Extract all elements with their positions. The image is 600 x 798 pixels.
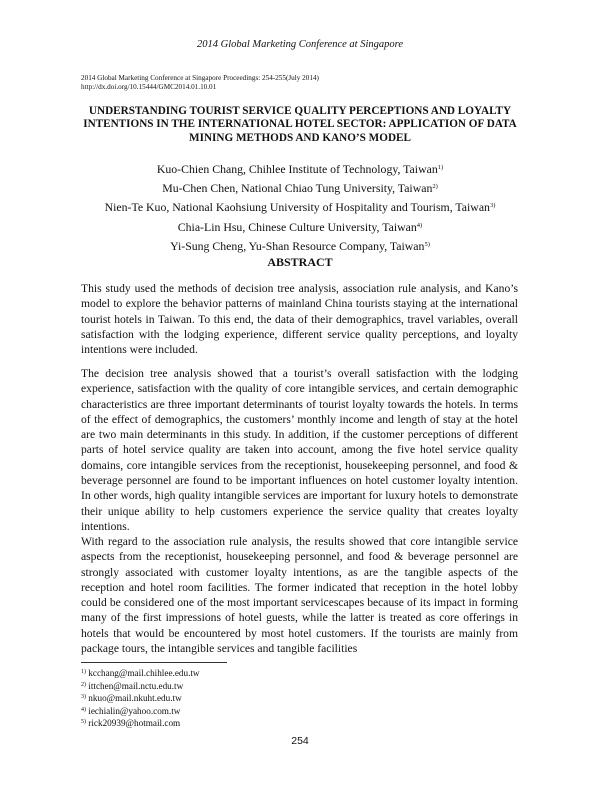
footnote-list — [81, 667, 200, 730]
footnote-mark: 1) — [81, 669, 86, 675]
author-line — [60, 218, 540, 237]
author-footnote-mark: 3) — [489, 202, 496, 210]
author-footnote-mark: 4) — [416, 221, 423, 229]
footnote-email[interactable]: ittchen@mail.nctu.edu.tw — [88, 680, 184, 691]
footnote — [81, 717, 200, 730]
author-line — [60, 237, 540, 256]
author-footnote-mark: 2) — [432, 183, 438, 191]
abstract-heading: ABSTRACT — [267, 255, 333, 269]
footnote — [81, 705, 200, 718]
paper-title: UNDERSTANDING TOURIST SERVICE QUALITY PERCEPTIONS AND LOYALTY INTENTIONS IN THE INTERNATIONAL HOTEL SECTOR: APPLICATION OF DATA MINING METHODS AND KANO’S MODEL — [83, 105, 517, 144]
author-line — [60, 179, 540, 198]
footnote-mark: 2) — [81, 681, 86, 688]
footnote-email[interactable]: nkuo@mail.nkuht.edu.tw — [88, 693, 182, 704]
abstract-paragraph: The decision tree analysis showed that a tourist’s overall satisfaction with the lodging experience, satisfaction with the quality of core intangible services, and certain demographic characteristics are three important determinants of tourist loyalty towards the hotels. In terms of the effect of demographics, the customers’ monthly income and length of stay at the hotel are two main determinants in this study. In addition, if the customer perceptions of different parts of hotel service quality are taken into account, among the five hotel service quality domains, core intangible services from the receptionist, housekeeping personnel, and food & beverage personnel are found to be important influences on hotel customer loyalty intention. In other words, high quality intangible services are important for luxury hotels to demonstrate their unique ability to help customers experience the service quality that creates loyalty intentions. — [81, 367, 518, 533]
footnote-email[interactable]: rick20939@hotmail.com — [88, 718, 181, 729]
author-affiliation: Kuo-Chien Chang, Chihlee Institute of Technology, Taiwan — [156, 162, 438, 176]
author-footnote-mark: 5) — [424, 240, 430, 248]
footnote-email[interactable]: kcchang@mail.chihlee.edu.tw — [88, 668, 200, 678]
running-header: 2014 Global Marketing Conference at Singapore — [197, 39, 403, 50]
footnote-email[interactable]: iechialin@yahoo.com.tw — [88, 705, 181, 716]
footnote — [81, 667, 200, 680]
author-line — [60, 198, 540, 217]
footnote-mark: 3) — [81, 694, 86, 701]
footnote-mark: 5) — [81, 719, 86, 726]
doi-link[interactable]: http://dx.doi.org/10.15444/GMC2014.01.10.01 — [81, 83, 217, 92]
author-line — [60, 160, 540, 179]
author-footnote-mark: 1) — [437, 164, 444, 171]
author-list — [60, 160, 540, 256]
abstract-paragraph: With regard to the association rule analysis, the results showed that core intangible service aspects from the receptionist, housekeeping personnel, and food & beverage personnel are strongly associated with customer loyalty intentions, as are the tangible aspects of the reception and hotel room facilities. The former indicated that reception in the hotel lobby could be considered one of the most important servicescapes because of its impact in forming many of the first impressions of hotel guests, while the latter is treated as core offerings in hotels that would be encountered by most hotel customers. If the tourists are mainly from package tours, the intangible services and tangible facilities — [81, 535, 518, 656]
publication-meta — [81, 74, 319, 92]
abstract-paragraph: This study used the methods of decision tree analysis, association rule analysis, and Kano’s model to explore the behavior patterns of mainland China tourists staying at the international tourist hotels in Taiwan. To this end, the data of their demographics, travel variables, overall satisfaction with the lodging experience, different service quality perceptions, and loyalty intentions were included. — [81, 282, 518, 357]
footnote-divider — [81, 662, 227, 663]
footnote — [81, 680, 200, 693]
author-affiliation: Yi-Sung Cheng, Yu-Shan Resource Company, Taiwan — [170, 238, 425, 253]
page-number: 254 — [291, 735, 309, 747]
author-affiliation: Mu-Chen Chen, National Chiao Tung University, Taiwan — [162, 181, 433, 196]
footnote-mark: 4) — [81, 706, 86, 713]
footnote — [81, 692, 200, 705]
proceedings-line: 2014 Global Marketing Conference at Singapore Proceedings: 254-255(July 2014) — [81, 74, 319, 82]
author-affiliation: Nien-Te Kuo, National Kaohsiung University of Hospitality and Tourism, Taiwan — [104, 200, 490, 215]
author-affiliation: Chia-Lin Hsu, Chinese Culture University, Taiwan — [177, 219, 417, 234]
